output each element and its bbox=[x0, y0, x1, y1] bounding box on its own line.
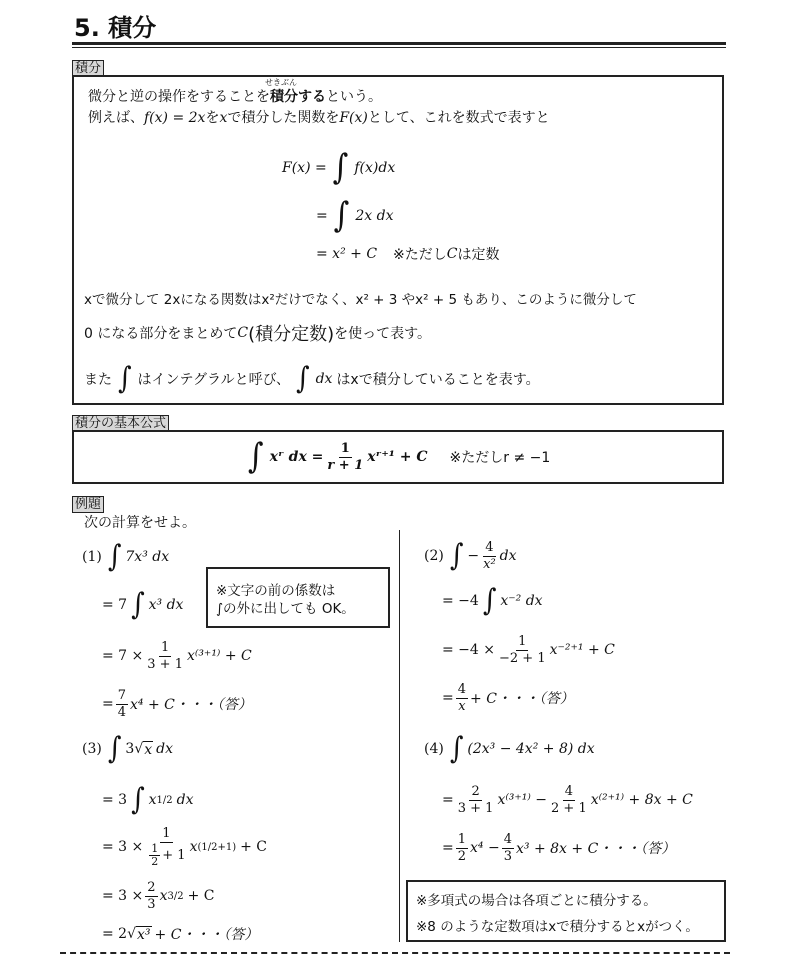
den: x bbox=[458, 698, 466, 714]
inner-fraction bbox=[149, 843, 160, 868]
ex-label: (3) bbox=[82, 741, 102, 757]
ex3-line3 bbox=[102, 822, 267, 872]
integral-sign: ∫ bbox=[248, 436, 264, 477]
ex4-line2 bbox=[442, 780, 693, 820]
integral-sign: ∫ bbox=[107, 539, 122, 575]
eq-line-2 bbox=[316, 195, 394, 236]
m: x⁻² dx bbox=[500, 593, 543, 609]
fraction bbox=[497, 634, 548, 667]
eq-eq: = bbox=[316, 208, 328, 224]
note1-line2: ∫の外に出しても OK。 bbox=[216, 601, 355, 617]
fraction bbox=[549, 784, 589, 817]
m: x⁽³⁺¹⁾ − bbox=[497, 792, 548, 808]
num: 1 bbox=[340, 440, 350, 456]
formula-rhs: xʳ⁺¹ + C bbox=[367, 449, 428, 465]
eq-rhs: 2x dx bbox=[355, 208, 394, 224]
sqrt-icon: √ bbox=[134, 741, 144, 757]
integral-sign: ∫ bbox=[482, 583, 497, 619]
t: 例えば、 bbox=[88, 110, 144, 126]
m: x bbox=[189, 839, 198, 855]
m: (2x³ − 4x² + 8) dx bbox=[467, 741, 595, 757]
answer: + C・・・（答） bbox=[154, 927, 259, 943]
ex2-line4 bbox=[442, 678, 574, 718]
ex4-line3 bbox=[442, 828, 675, 868]
den: 2 bbox=[151, 855, 159, 868]
integral-sign: ∫ bbox=[332, 147, 349, 188]
m: dx bbox=[315, 371, 333, 387]
num: 2 bbox=[147, 879, 156, 895]
eq-lhs: F(x) = bbox=[282, 160, 327, 176]
def-text: 微分と逆の操作をすることを bbox=[88, 89, 270, 105]
t: 0 になる部分をまとめて bbox=[84, 326, 238, 342]
num: 1 bbox=[457, 831, 467, 847]
m: = 3 × bbox=[102, 839, 144, 855]
fraction bbox=[145, 640, 185, 673]
m: = −4 × bbox=[442, 642, 495, 658]
t: で積分した関数を bbox=[227, 110, 340, 126]
num: 4 bbox=[485, 539, 494, 555]
num: 1 bbox=[160, 639, 170, 655]
den: 4 bbox=[117, 704, 127, 720]
num: 2 bbox=[471, 783, 480, 799]
formula-fraction bbox=[325, 441, 365, 474]
ex1-line3 bbox=[102, 636, 252, 676]
den: r + 1 bbox=[327, 457, 364, 473]
fraction bbox=[456, 682, 468, 715]
integral-sign: ∫ bbox=[333, 195, 350, 236]
m: = bbox=[442, 690, 454, 706]
den: x² bbox=[483, 556, 496, 572]
den: 3 + 1 bbox=[147, 656, 183, 672]
m: dx bbox=[156, 741, 173, 757]
m: + C bbox=[240, 839, 268, 855]
note2-line1: ※多項式の場合は各項ごとに積分する。 bbox=[416, 893, 657, 909]
formula-line bbox=[248, 436, 550, 478]
title-rule bbox=[72, 42, 726, 45]
section-label-formula: 積分の基本公式 bbox=[72, 415, 169, 432]
note: ※ただし bbox=[393, 247, 447, 263]
integral-sign: ∫ bbox=[449, 731, 464, 767]
num: 1 bbox=[518, 633, 527, 649]
eq-result: = x² + C bbox=[316, 246, 378, 262]
t: として、これを数式で表すと bbox=[367, 110, 550, 126]
ex4-line1 bbox=[424, 732, 595, 766]
m: = 7 × bbox=[102, 648, 144, 664]
integral-sign: ∫ bbox=[449, 538, 464, 574]
ex-label: (2) bbox=[424, 548, 444, 564]
integral-sign: ∫ bbox=[131, 587, 145, 623]
ruby-text: せきぶん bbox=[265, 78, 297, 87]
ex3-line2 bbox=[102, 782, 194, 818]
den: 2 + 1 bbox=[551, 800, 587, 816]
section-label-integral: 積分 bbox=[72, 60, 104, 77]
title-rule-thin bbox=[72, 47, 726, 48]
num: 1 bbox=[162, 826, 171, 841]
num: 7 bbox=[117, 687, 127, 703]
def-text-end: という。 bbox=[326, 89, 382, 105]
definition-para1: xで微分して 2xになる関数はx²だけでなく、x² + 3 やx² + 5 もあり、このように微分して bbox=[84, 292, 637, 308]
definition-line2 bbox=[88, 107, 550, 127]
den: 2 bbox=[457, 848, 467, 864]
answer: x⁴ + C・・・（答） bbox=[130, 697, 252, 713]
definition-para2 bbox=[84, 320, 431, 346]
m: x⁽²⁺¹⁾ + 8x + C bbox=[590, 792, 693, 808]
m: f(x) = 2x bbox=[144, 110, 206, 126]
sqrt-icon: √ bbox=[127, 926, 137, 942]
examples-intro: 次の計算をせよ。 bbox=[84, 515, 196, 531]
m: x bbox=[144, 741, 153, 758]
eq-line-1 bbox=[282, 147, 396, 188]
ex3-line4 bbox=[102, 876, 214, 916]
m: x³ bbox=[137, 926, 151, 943]
m: + C bbox=[187, 888, 215, 904]
note2-line2: ※8 のような定数項はxで積分するとxがつく。 bbox=[416, 919, 699, 935]
note1-line1: ※文字の前の係数は bbox=[216, 583, 336, 599]
m: 3 bbox=[125, 741, 135, 757]
m: = bbox=[102, 696, 114, 712]
m: C bbox=[237, 325, 249, 341]
m: x⁽³⁺¹⁾ + C bbox=[186, 648, 252, 664]
m: = bbox=[442, 840, 454, 856]
m: = 3 × bbox=[102, 888, 144, 904]
integral-sign: ∫ bbox=[107, 731, 122, 767]
ex-label: (4) bbox=[424, 741, 444, 757]
integral-sign: ∫ bbox=[118, 361, 132, 397]
m: x bbox=[159, 888, 168, 904]
fraction bbox=[502, 832, 514, 865]
fraction bbox=[481, 540, 498, 573]
answer: + C・・・（答） bbox=[470, 691, 574, 707]
definition-line1 bbox=[88, 86, 382, 106]
exponent: (1/2+1) bbox=[197, 841, 237, 853]
fraction bbox=[145, 826, 187, 868]
m: dx bbox=[499, 548, 517, 564]
m: x bbox=[219, 110, 228, 126]
m: C bbox=[446, 246, 458, 262]
formula-lhs: xʳ dx = bbox=[269, 449, 324, 465]
integral-sign: ∫ bbox=[296, 361, 310, 397]
definition-para3 bbox=[84, 362, 540, 396]
m: F(x) bbox=[339, 110, 368, 126]
m: = −4 bbox=[442, 593, 479, 609]
num: 4 bbox=[457, 681, 467, 697]
t: を使って表す。 bbox=[334, 326, 432, 342]
m: x bbox=[148, 792, 157, 808]
num: 4 bbox=[564, 783, 573, 799]
bottom-dashed-rule bbox=[60, 952, 730, 954]
num: 1 bbox=[151, 842, 159, 855]
den: 3 + 1 bbox=[457, 800, 494, 816]
m: = 3 bbox=[102, 792, 128, 808]
den: 3 bbox=[503, 848, 512, 864]
eq-rhs: f(x)dx bbox=[354, 160, 396, 176]
integral-sign: ∫ bbox=[131, 782, 145, 818]
fraction bbox=[145, 880, 157, 913]
section-label-examples: 例題 bbox=[72, 496, 104, 513]
eq-line-3 bbox=[316, 244, 499, 264]
ex1-line4 bbox=[102, 684, 252, 724]
m: = 2 bbox=[102, 926, 128, 942]
ex3-line1 bbox=[82, 732, 173, 766]
m: x⁻²⁺¹ + C bbox=[549, 642, 615, 658]
den: 3 bbox=[147, 896, 156, 912]
m: 7x³ dx bbox=[125, 549, 170, 565]
ex1-line1 bbox=[82, 540, 169, 574]
fraction bbox=[456, 784, 496, 817]
ex-label: (1) bbox=[82, 549, 102, 565]
ex2-line1 bbox=[424, 536, 517, 576]
m: + 1 bbox=[162, 847, 186, 863]
formula-note: ※ただしr ≠ −1 bbox=[449, 450, 551, 466]
den bbox=[145, 843, 187, 868]
m: x³ dx bbox=[148, 597, 184, 613]
exponent: 3/2 bbox=[167, 890, 184, 902]
note: は定数 bbox=[457, 247, 500, 263]
m: dx bbox=[176, 792, 194, 808]
t: を bbox=[205, 110, 220, 126]
def-keyword: 積分する bbox=[270, 89, 326, 105]
m: x⁴ − bbox=[470, 840, 500, 856]
den: −2 + 1 bbox=[499, 650, 546, 666]
num: 4 bbox=[503, 831, 512, 847]
page-title: 5. 積分 bbox=[74, 14, 157, 42]
fraction bbox=[116, 688, 128, 721]
paren-text: (積分定数) bbox=[248, 324, 335, 345]
fraction bbox=[456, 832, 468, 865]
ex3-line5 bbox=[102, 924, 258, 944]
t: はインテグラルと呼び、 bbox=[137, 372, 291, 388]
ex2-line2 bbox=[442, 584, 543, 618]
answer: x³ + 8x + C・・・（答） bbox=[516, 841, 676, 857]
t: また bbox=[84, 372, 112, 388]
exponent: 1/2 bbox=[156, 794, 173, 806]
ex2-line3 bbox=[442, 630, 615, 670]
ex1-line2 bbox=[102, 588, 183, 622]
t: はxで積分していることを表す。 bbox=[336, 372, 540, 388]
m: = 7 bbox=[102, 597, 128, 613]
m: − bbox=[467, 548, 480, 564]
m: = bbox=[442, 792, 454, 808]
column-divider bbox=[399, 530, 400, 942]
